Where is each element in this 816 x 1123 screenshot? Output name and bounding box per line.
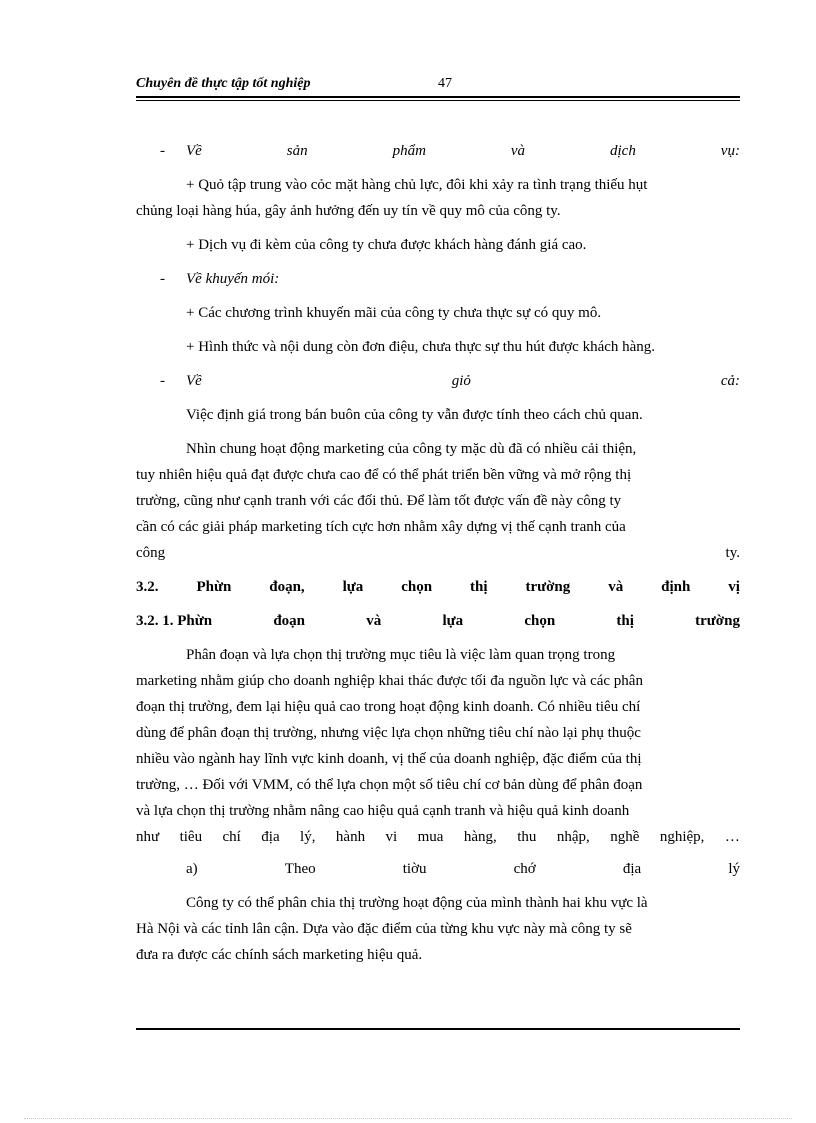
heading-word: lựa — [442, 613, 464, 629]
subheading-word: lý — [728, 861, 740, 877]
heading-word: cả: — [720, 373, 740, 389]
section-heading-price — [186, 370, 740, 392]
geography-line: đưa ra được các chính sách marketing hiệu quả. — [136, 947, 423, 963]
heading-word: đoạn — [273, 613, 306, 629]
heading-word: Về — [186, 143, 202, 159]
summary-line: cần có các giải pháp marketing tích cực hơn nhằm xây dựng vị thế cạnh tranh của — [136, 519, 626, 535]
segmentation-line: và lựa chọn thị trường nhằm nâng cao hiệu quả cạnh tranh và hiệu quả kinh doanh — [136, 803, 630, 819]
page-number: 47 — [438, 76, 452, 91]
heading-3-2 — [136, 576, 740, 598]
price-point-1: Việc định giá trong bán buôn của công ty vẫn được tính theo cách chủ quan. — [186, 407, 643, 423]
heading-word: trường — [525, 579, 571, 595]
subheading-a — [186, 858, 740, 880]
section-heading-promotion: Về khuyến mói: — [186, 271, 280, 287]
segmentation-word: hàng, — [463, 829, 497, 845]
heading-word: chọn — [524, 613, 556, 629]
segmentation-word: mua — [417, 829, 444, 845]
heading-word: và — [608, 579, 624, 595]
segmentation-word: … — [724, 829, 740, 845]
heading-word: và — [510, 143, 526, 159]
heading-word: Về — [186, 373, 202, 389]
heading-word: thị — [616, 613, 634, 629]
heading-word: chọn — [401, 579, 433, 595]
segmentation-word: chí — [222, 829, 241, 845]
segmentation-word: hành — [335, 829, 366, 845]
summary-word: ty. — [725, 545, 740, 561]
heading-word: định — [661, 579, 691, 595]
segmentation-word: tiêu — [179, 829, 203, 845]
heading-word: 3.2. 1. Phừn — [136, 613, 213, 629]
header-title: Chuyên đề thực tập tốt nghiệp — [136, 76, 311, 91]
heading-word: sản — [286, 143, 308, 159]
heading-word: dịch — [610, 143, 636, 159]
geography-line: Hà Nội và các tỉnh lân cận. Dựa vào đặc điểm của từng khu vực này mà công ty sẽ — [136, 921, 632, 937]
segmentation-line: Phân đoạn và lựa chọn thị trường mục tiêu là việc làm quan trọng trong — [186, 647, 616, 663]
segmentation-line: dùng để phân đoạn thị trường, nhưng việc lựa chọn những tiêu chí nào lại phụ thuộc — [136, 725, 641, 741]
segmentation-line: marketing nhằm giúp cho doanh nghiệp khai thác được tối đa nguồn lực và các phân — [136, 673, 643, 689]
segmentation-word: lý, — [300, 829, 316, 845]
heading-word: 3.2. — [136, 579, 159, 595]
subheading-word: địa — [622, 861, 642, 877]
bullet-dash: - — [160, 373, 165, 389]
subheading-word: chớ — [513, 861, 536, 877]
segmentation-line — [136, 826, 740, 848]
heading-word: lựa — [342, 579, 364, 595]
section-heading-product — [186, 140, 740, 162]
segmentation-word: nghề — [610, 829, 640, 845]
heading-word: vụ: — [720, 143, 740, 159]
product-point-1-line-2: chủng loại hàng húa, gây ảnh hưởng đến uy tín về quy mô của công ty. — [136, 203, 561, 219]
subheading-word: tiờu — [402, 861, 427, 877]
product-point-2: + Dịch vụ đi kèm của công ty chưa được khách hàng đánh giá cao. — [186, 237, 587, 253]
heading-word: đoạn, — [269, 579, 305, 595]
segmentation-word: thu — [517, 829, 537, 845]
segmentation-line: đoạn thị trường, đem lại hiệu quả cao trong hoạt động kinh doanh. Có nhiều tiêu chí — [136, 699, 641, 715]
header-rule — [136, 96, 740, 98]
product-point-1-line-1: + Quỏ tập trung vào cỏc mặt hàng chủ lực, đôi khi xảy ra tình trạng thiếu hụt — [186, 177, 648, 193]
header-rule-thin — [136, 100, 740, 101]
heading-word: giỏ — [451, 373, 471, 389]
heading-word: thị — [470, 579, 488, 595]
summary-line: trường, cũng như cạnh tranh với các đối thủ. Để làm tốt được vấn đề này công ty — [136, 493, 622, 509]
segmentation-word: vi — [385, 829, 398, 845]
bullet-dash: - — [160, 271, 165, 287]
segmentation-line: nhiều vào ngành hay lĩnh vực kinh doanh, vị thế của doanh nghiệp, đặc điểm của thị — [136, 751, 642, 767]
promotion-point-2: + Hình thức và nội dung còn đơn điệu, chưa thực sự thu hút được khách hàng. — [186, 339, 656, 355]
summary-line — [136, 542, 740, 564]
page-header — [136, 76, 740, 98]
segmentation-word: nghiệp, — [659, 829, 705, 845]
heading-word: phẩm — [392, 143, 426, 159]
heading-word: Phừn — [196, 579, 232, 595]
footer-rule — [136, 1028, 740, 1030]
segmentation-word: nhập, — [556, 829, 590, 845]
summary-word: công — [136, 545, 166, 561]
promotion-point-1: + Các chương trình khuyến mãi của công ty chưa thực sự có quy mô. — [186, 305, 602, 321]
heading-3-2-1 — [136, 610, 740, 632]
heading-word: vị — [728, 579, 740, 595]
heading-word: và — [366, 613, 382, 629]
heading-word: trường — [695, 613, 740, 629]
summary-line: Nhìn chung hoạt động marketing của công ty mặc dù đã có nhiều cải thiện, — [186, 441, 637, 457]
subheading-word: a) — [186, 861, 198, 877]
summary-line: tuy nhiên hiệu quả đạt được chưa cao để có thể phát triển bền vững và mở rộng thị — [136, 467, 632, 483]
geography-line: Công ty có thể phân chia thị trường hoạt động của mình thành hai khu vực là — [186, 895, 648, 911]
subheading-word: Theo — [284, 861, 316, 877]
segmentation-line: trường, … Đối với VMM, có thể lựa chọn một số tiêu chí cơ bản dùng để phân đoạn — [136, 777, 643, 793]
segmentation-word: địa — [261, 829, 280, 845]
page-edge-dotted-line — [24, 1118, 792, 1119]
bullet-dash: - — [160, 143, 165, 159]
segmentation-word: như — [136, 829, 160, 845]
